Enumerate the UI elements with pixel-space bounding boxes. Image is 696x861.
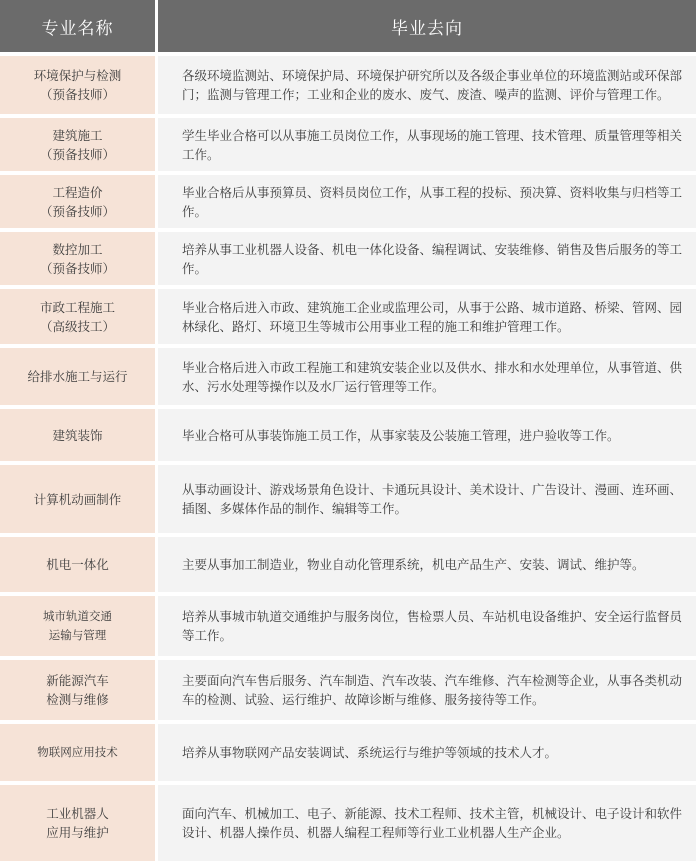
major-name-cell: 工业机器人 应用与维护 <box>0 785 155 861</box>
destination-cell: 毕业合格后进入市政、建筑施工企业或监理公司，从事于公路、城市道路、桥梁、管网、园林绿化、路灯、环境卫生等城市公用事业工程的施工和维护管理工作。 <box>158 289 696 344</box>
destination-cell: 毕业合格可从事装饰施工员工作，从事家装及公装施工管理，进户验收等工作。 <box>158 409 696 461</box>
major-name-cell: 数控加工 （预备技师） <box>0 232 155 285</box>
destination-cell: 培养从事工业机器人设备、机电一体化设备、编程调试、安装维修、销售及售后服务的等工作。 <box>158 232 696 285</box>
header-graduate-destination: 毕业去向 <box>158 0 696 52</box>
major-name-cell: 物联网应用技术 <box>0 724 155 781</box>
destination-cell: 毕业合格后进入市政工程施工和建筑安装企业以及供水、排水和水处理单位，从事管道、供水、污水处理等操作以及水厂运行管理等工作。 <box>158 348 696 405</box>
major-name-cell: 建筑施工 （预备技师） <box>0 118 155 171</box>
major-name-cell: 市政工程施工 （高级技工） <box>0 289 155 344</box>
destination-cell: 培养从事城市轨道交通维护与服务岗位，售检票人员、车站机电设备维护、安全运行监督员等工作。 <box>158 596 696 656</box>
header-major-name: 专业名称 <box>0 0 155 52</box>
destination-cell: 从事动画设计、游戏场景角色设计、卡通玩具设计、美术设计、广告设计、漫画、连环画、插图、多媒体作品的制作、编辑等工作。 <box>158 465 696 533</box>
destination-cell: 培养从事物联网产品安装调试、系统运行与维护等领域的技术人才。 <box>158 724 696 781</box>
major-name-cell: 计算机动画制作 <box>0 465 155 533</box>
major-name-cell: 工程造价 （预备技师） <box>0 175 155 228</box>
major-name-cell: 给排水施工与运行 <box>0 348 155 405</box>
major-name-cell: 机电一体化 <box>0 537 155 592</box>
major-name-cell: 建筑装饰 <box>0 409 155 461</box>
destination-cell: 学生毕业合格可以从事施工员岗位工作，从事现场的施工管理、技术管理、质量管理等相关工作。 <box>158 118 696 171</box>
major-name-cell: 新能源汽车 检测与维修 <box>0 660 155 720</box>
destination-cell: 各级环境监测站、环境保护局、环境保护研究所以及各级企事业单位的环境监测站或环保部门；监测与管理工作；工业和企业的废水、废气、废渣、噪声的监测、评价与管理工作。 <box>158 56 696 114</box>
major-name-cell: 城市轨道交通 运输与管理 <box>0 596 155 656</box>
destination-cell: 面向汽车、机械加工、电子、新能源、技术工程师、技术主管，机械设计、电子设计和软件设计、机器人操作员、机器人编程工程师等行业工业机器人生产企业。 <box>158 785 696 861</box>
destination-cell: 主要面向汽车售后服务、汽车制造、汽车改装、汽车维修、汽车检测等企业，从事各类机动车的检测、试验、运行维护、故障诊断与维修、服务接待等工作。 <box>158 660 696 720</box>
destination-cell: 主要从事加工制造业，物业自动化管理系统，机电产品生产、安装、调试、维护等。 <box>158 537 696 592</box>
major-name-cell: 环境保护与检测 （预备技师） <box>0 56 155 114</box>
destination-cell: 毕业合格后从事预算员、资料员岗位工作，从事工程的投标、预决算、资料收集与归档等工作。 <box>158 175 696 228</box>
